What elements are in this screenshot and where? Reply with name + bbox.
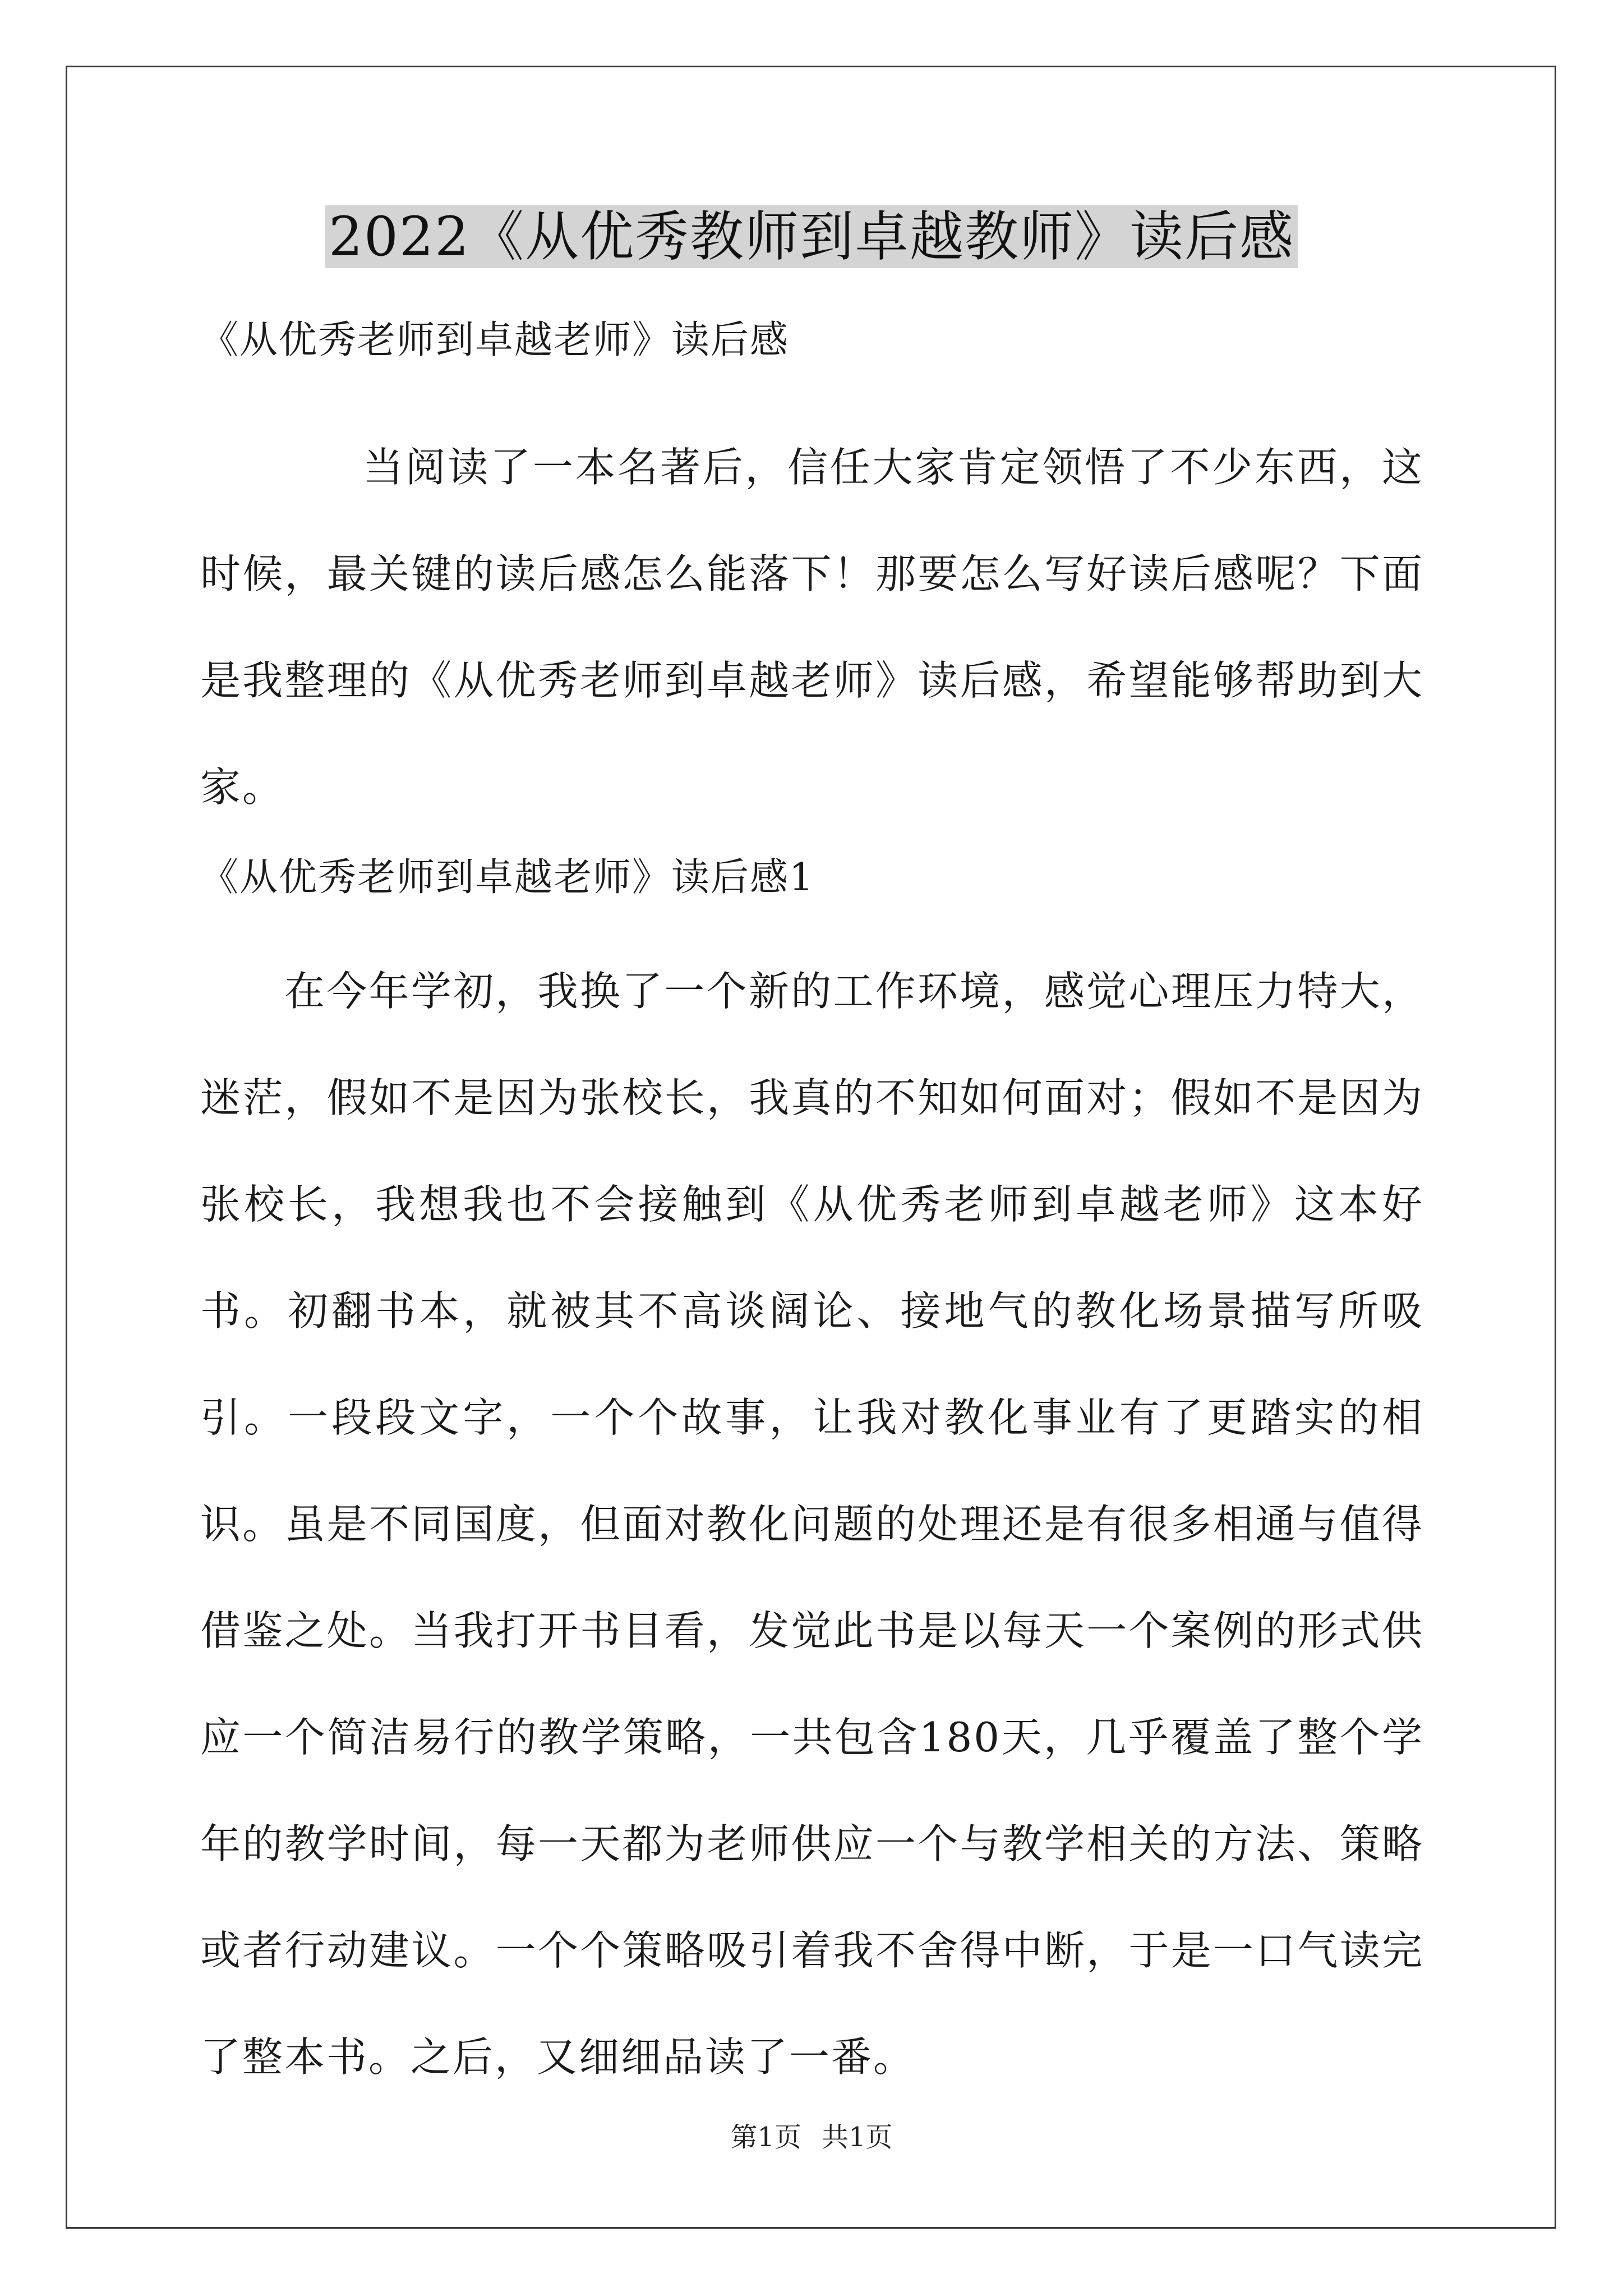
page-footer [0,2120,1623,2154]
intro-paragraph: 当阅读了一本名著后，信任大家肯定领悟了不少东西，这时候，最关键的读后感怎么能落下！那要怎么写好读后感呢？下面是我整理的《从优秀老师到卓越老师》读后感，希望能够帮助到大家。 [200,444,1424,811]
document-title-wrapper [0,197,1623,276]
body-paragraph: 在今年学初，我换了一个新的工作环境，感觉心理压力特大，迷茫，假如不是因为张校长，我真的不知如何面对；假如不是因为张校长，我想我也不会接触到《从优秀老师到卓越老师》这本好书。初翻书本，就被其不高谈阔论、接地气的教化场景描写所吸引。一段段文字，一个个故事，让我对教化事业有了更踏实的相识。虽是不同国度，但面对教化问题的处理还是有很多相通与值得借鉴之处。当我打开书目看，发觉此书是以每天一个案例的形式供应一个简洁易行的教学策略，一共包含180天，几乎覆盖了整个学年的教学时间，每一天都为老师供应一个与教学相关的方法、策略或者行动建议。一个个策略吸引着我不舍得中断，于是一口气读完了整本书。之后，又细细品读了一番。 [200,968,1424,2081]
subtitle-1: 《从优秀老师到卓越老师》读后感 [200,318,790,362]
page-total: 共1页 [822,2122,893,2153]
subtitle-2: 《从优秀老师到卓越老师》读后感1 [200,855,815,900]
page-number: 第1页 [730,2122,801,2153]
document-title: 2022《从优秀教师到卓越教师》读后感 [325,205,1298,268]
document-body [200,314,1424,2110]
